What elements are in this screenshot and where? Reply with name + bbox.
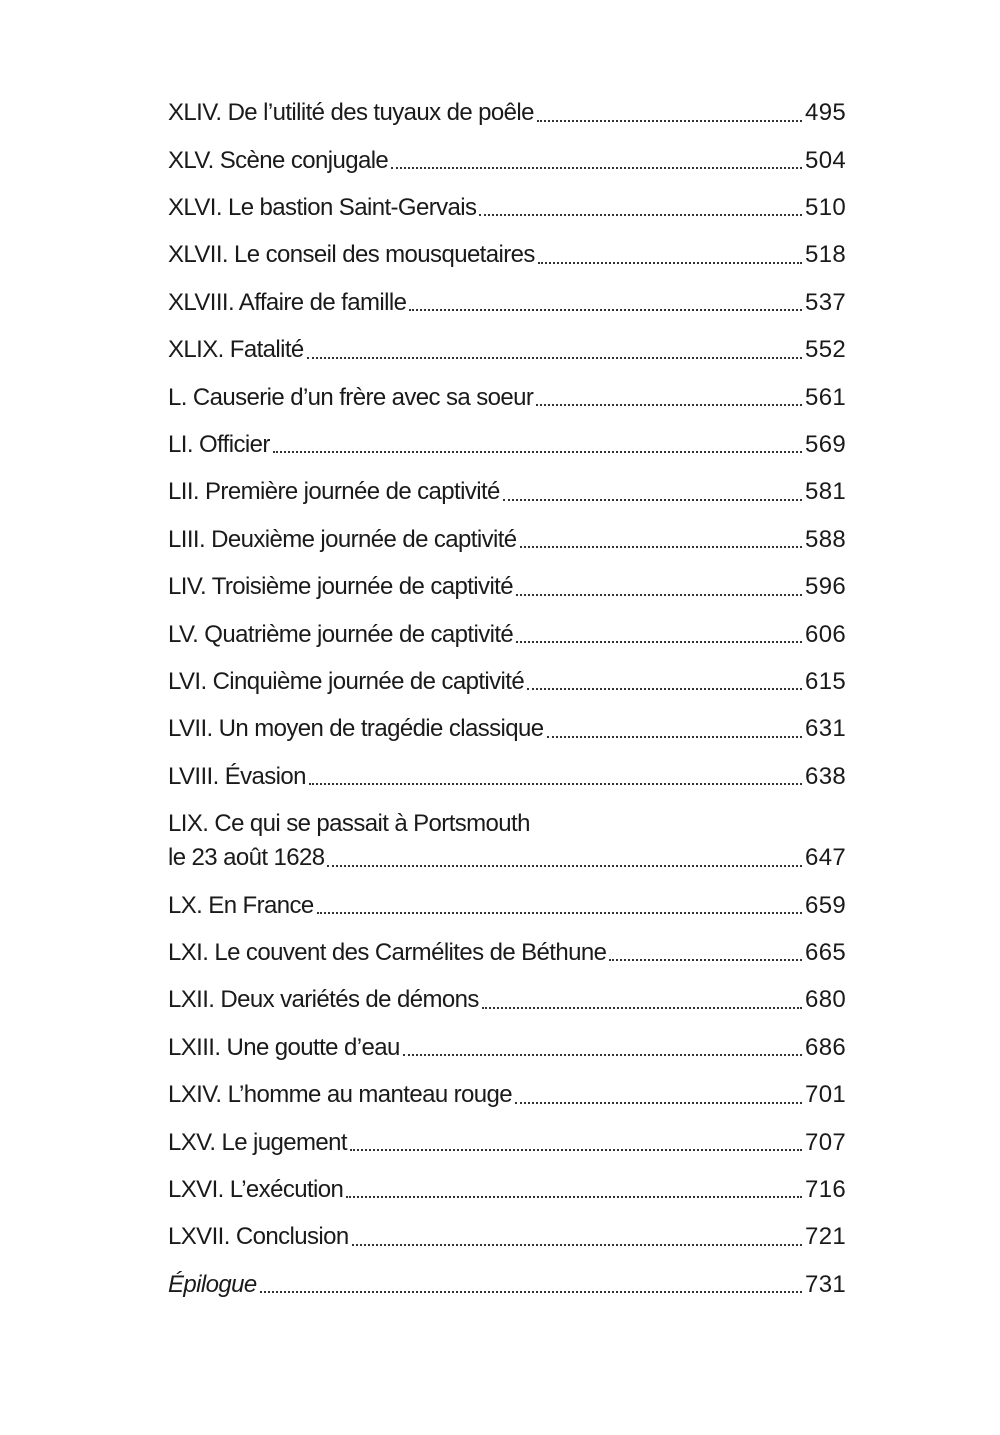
dot-leader <box>609 929 802 976</box>
toc-entry <box>168 658 846 705</box>
dot-leader <box>391 137 802 184</box>
entry-title: XLVIII. Affaire de famille <box>168 288 407 316</box>
entry-title: LIV. Troisième journée de captivité <box>168 573 513 601</box>
table-of-contents <box>168 89 846 1308</box>
dot-leader <box>536 374 802 421</box>
toc-entry <box>168 421 846 468</box>
entry-page-number: 552 <box>805 336 846 364</box>
entry-title: LVII. Un moyen de tragédie classique <box>168 715 544 743</box>
dot-leader <box>352 1213 802 1260</box>
toc-entry <box>168 89 846 136</box>
dot-leader <box>482 976 802 1023</box>
entry-page-number: 680 <box>805 986 846 1014</box>
entry-page-number: 665 <box>805 938 846 966</box>
entry-title: LI. Officier <box>168 431 270 459</box>
toc-entry <box>168 1071 846 1118</box>
dot-leader <box>527 658 802 705</box>
toc-entry <box>168 326 846 373</box>
toc-entry <box>168 231 846 278</box>
entry-page-number: 638 <box>805 762 846 790</box>
entry-title-continued: le 23 août 1628 <box>168 844 325 872</box>
toc-entry <box>168 976 846 1023</box>
entry-title: LX. En France <box>168 891 314 919</box>
toc-entry <box>168 516 846 563</box>
dot-leader <box>516 563 802 610</box>
entry-page-number: 647 <box>805 844 846 872</box>
entry-page-number: 701 <box>805 1081 846 1109</box>
entry-title: LXVII. Conclusion <box>168 1223 349 1251</box>
dot-leader <box>503 468 802 515</box>
entry-page-number: 561 <box>805 383 846 411</box>
toc-entry <box>168 1213 846 1260</box>
entry-title: LVIII. Évasion <box>168 762 306 790</box>
entry-title: LXI. Le couvent des Carmélites de Béthune <box>168 938 607 966</box>
dot-leader <box>327 841 802 875</box>
toc-entry <box>168 1261 846 1308</box>
toc-entry <box>168 705 846 752</box>
entry-title: LIII. Deuxième journée de captivité <box>168 525 517 553</box>
toc-entry <box>168 184 846 231</box>
dot-leader <box>515 1071 802 1118</box>
dot-leader <box>516 611 802 658</box>
dot-leader <box>403 1024 802 1071</box>
toc-entry <box>168 1024 846 1071</box>
dot-leader <box>520 516 803 563</box>
entry-page-number: 631 <box>805 715 846 743</box>
entry-page-number: 495 <box>805 99 846 127</box>
entry-title: XLV. Scène conjugale <box>168 146 389 174</box>
entry-page-number: 731 <box>805 1270 846 1298</box>
entry-title: XLIX. Fatalité <box>168 336 304 364</box>
entry-page-number: 659 <box>805 891 846 919</box>
dot-leader <box>479 184 802 231</box>
entry-page-number: 510 <box>805 194 846 222</box>
entry-title: L. Causerie d’un frère avec sa soeur <box>168 383 534 411</box>
entry-page-number: 606 <box>805 620 846 648</box>
entry-title: LIX. Ce qui se passait à Portsmouth <box>168 810 530 838</box>
toc-entry <box>168 753 846 800</box>
entry-title: LXVI. L’exécution <box>168 1175 344 1203</box>
toc-entry <box>168 279 846 326</box>
dot-leader <box>409 279 802 326</box>
entry-title: LXIV. L’homme au manteau rouge <box>168 1081 513 1109</box>
dot-leader <box>537 89 802 136</box>
entry-title: XLVII. Le conseil des mousquetaires <box>168 241 535 269</box>
toc-entry <box>168 800 846 881</box>
toc-entry <box>168 1119 846 1166</box>
entry-page-number: 588 <box>805 525 846 553</box>
entry-page-number: 596 <box>805 573 846 601</box>
toc-entry <box>168 1166 846 1213</box>
toc-entry <box>168 929 846 976</box>
entry-title: XLIV. De l’utilité des tuyaux de poêle <box>168 99 534 127</box>
entry-page-number: 686 <box>805 1033 846 1061</box>
entry-page-number: 721 <box>805 1223 846 1251</box>
entry-title: LII. Première journée de captivité <box>168 478 500 506</box>
dot-leader <box>317 882 802 929</box>
toc-entry <box>168 137 846 184</box>
entry-page-number: 581 <box>805 478 846 506</box>
entry-page-number: 537 <box>805 288 846 316</box>
dot-leader <box>309 753 802 800</box>
entry-page-number: 504 <box>805 146 846 174</box>
entry-page-number: 707 <box>805 1128 846 1156</box>
entry-title: XLVI. Le bastion Saint-Gervais <box>168 194 477 222</box>
entry-title: LXV. Le jugement <box>168 1128 347 1156</box>
toc-entry <box>168 374 846 421</box>
entry-title: LV. Quatrième journée de captivité <box>168 620 514 648</box>
dot-leader <box>350 1119 802 1166</box>
entry-title: Épilogue <box>168 1270 257 1298</box>
toc-entry <box>168 611 846 658</box>
dot-leader <box>307 326 802 373</box>
entry-page-number: 716 <box>805 1175 846 1203</box>
toc-entry <box>168 882 846 929</box>
entry-page-number: 518 <box>805 241 846 269</box>
entry-title: LXII. Deux variétés de démons <box>168 986 479 1014</box>
entry-title: LXIII. Une goutte d’eau <box>168 1033 400 1061</box>
entry-page-number: 615 <box>805 667 846 695</box>
entry-page-number: 569 <box>805 431 846 459</box>
dot-leader <box>538 231 802 278</box>
dot-leader <box>260 1261 802 1308</box>
dot-leader <box>273 421 802 468</box>
toc-entry <box>168 563 846 610</box>
dot-leader <box>547 705 803 752</box>
dot-leader <box>346 1166 802 1213</box>
entry-line <box>168 841 846 875</box>
entry-title: LVI. Cinquième journée de captivité <box>168 667 525 695</box>
toc-entry <box>168 468 846 515</box>
